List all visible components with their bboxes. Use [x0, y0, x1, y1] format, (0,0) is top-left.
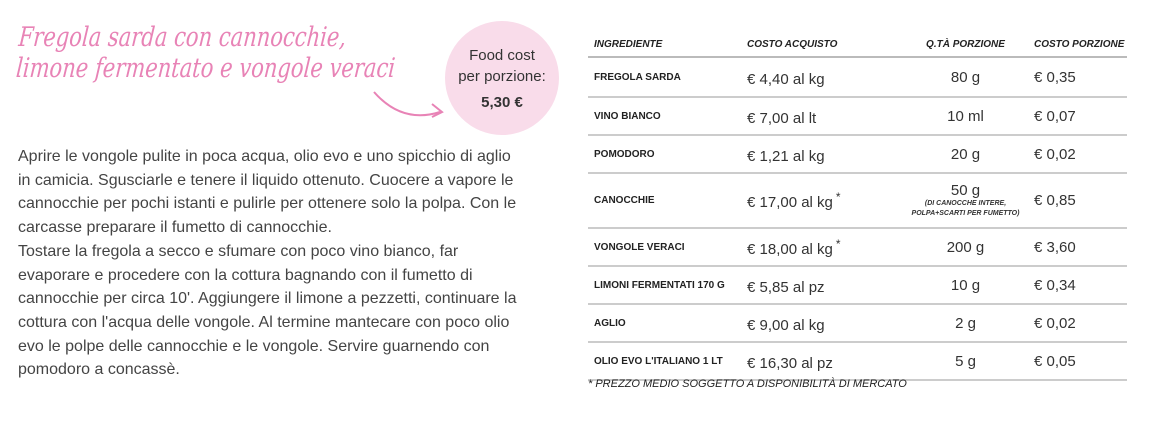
- footnote: * PREZZO MEDIO SOGGETTO A DISPONIBILITÀ DI MERCATO: [588, 378, 907, 390]
- recipe-title: [15, 22, 399, 84]
- purchase-cost-value: € 16,30 al pz: [747, 354, 833, 372]
- recipe-instructions: [18, 145, 518, 382]
- portion-qty-value: 50 g: [950, 182, 981, 199]
- portion-cost: € 3,60: [1028, 228, 1127, 266]
- portion-cost: € 0,07: [1028, 97, 1127, 135]
- purchase-cost: [741, 57, 897, 97]
- purchase-cost: [741, 173, 897, 228]
- portion-cost: € 0,05: [1028, 342, 1127, 380]
- purchase-cost-value: € 5,85 al pz: [747, 278, 825, 296]
- purchase-cost-value: € 18,00 al kg: [747, 240, 833, 258]
- portion-cost: € 0,34: [1028, 266, 1127, 304]
- title-line-2: limone fermentato e vongole veraci: [14, 53, 397, 84]
- ingredient-name: VONGOLE VERACI: [588, 228, 741, 266]
- table-row: [588, 173, 1127, 228]
- ingredient-name: LIMONI FERMENTATI 170 G: [588, 266, 741, 304]
- purchase-cost-value: € 4,40 al kg: [747, 70, 825, 88]
- portion-qty: [897, 135, 1028, 173]
- purchase-cost-value: € 17,00 al kg: [747, 194, 833, 211]
- table-row: [588, 342, 1127, 380]
- food-cost-label-2: per porzione:: [458, 68, 546, 85]
- portion-cost: € 0,02: [1028, 135, 1127, 173]
- ingredients-table: [588, 32, 1127, 381]
- title-line-1: Fregola sarda con cannocchie,: [17, 22, 348, 53]
- header-qta-porzione: Q.TÀ PORZIONE: [897, 32, 1028, 57]
- portion-cost: € 0,02: [1028, 304, 1127, 342]
- purchase-cost-value: € 1,21 al kg: [747, 147, 825, 165]
- portion-qty-value: 200 g: [946, 238, 985, 256]
- ingredient-name: POMODORO: [588, 135, 741, 173]
- purchase-cost: [741, 135, 897, 173]
- table-row: [588, 304, 1127, 342]
- purchase-cost: [741, 97, 897, 135]
- ingredient-name: CANOCCHIE: [588, 173, 741, 228]
- purchase-cost-value: € 7,00 al lt: [747, 109, 817, 127]
- ingredient-name: OLIO EVO L'ITALIANO 1 LT: [588, 342, 741, 380]
- food-cost-badge: [445, 21, 559, 135]
- portion-qty-value: 5 g: [955, 352, 976, 370]
- table-row: [588, 135, 1127, 173]
- header-ingrediente: INGREDIENTE: [588, 32, 741, 57]
- portion-qty-value: 80 g: [950, 68, 981, 86]
- portion-qty-value: 10 ml: [947, 107, 984, 125]
- arrow-icon: [372, 90, 447, 122]
- portion-qty-value: 20 g: [950, 145, 981, 163]
- purchase-cost: [741, 228, 897, 266]
- food-cost-value: 5,30 €: [481, 94, 523, 111]
- portion-qty-value: 10 g: [950, 276, 981, 294]
- portion-qty: [897, 228, 1028, 266]
- portion-qty: [897, 57, 1028, 97]
- portion-qty: [897, 304, 1028, 342]
- instruction-paragraph: Tostare la fregola a secco e sfumare con poco vino bianco, far evaporare e procedere con la cottura bagnando con il fumetto di cannocchie per circa 10'. Aggiungere il limone a pezzetti, continuare la cottura con l'acqua delle vongole. Al termine mantecare con poco olio evo le polpe delle cannocchie e le vongole. Servire guarnendo con pomodoro a concassè.: [18, 242, 517, 379]
- asterisk: *: [835, 190, 841, 204]
- ingredient-name: AGLIO: [588, 304, 741, 342]
- asterisk: *: [835, 236, 841, 251]
- table-row: [588, 97, 1127, 135]
- portion-cost: € 0,85: [1028, 173, 1127, 228]
- purchase-cost: [741, 304, 897, 342]
- purchase-cost: [741, 342, 897, 380]
- table-row: [588, 228, 1127, 266]
- food-cost-label: Food cost: [469, 47, 535, 64]
- portion-cost: € 0,35: [1028, 57, 1127, 97]
- purchase-cost-value: € 9,00 al kg: [747, 316, 825, 334]
- portion-qty: [897, 266, 1028, 304]
- portion-qty: [897, 173, 1028, 228]
- instruction-paragraph: Aprire le vongole pulite in poca acqua, olio evo e uno spicchio di aglio in camicia. Sgusciarle e tenere il liquido ottenuto. Cuocere a vapore le cannocchie per pochi istanti e pulirle per ottenere solo la polpa. Con le carcasse preparare il fumetto di cannocchie.: [18, 148, 517, 237]
- qty-note: (DI CANOCCHE INTERE, POLPA+SCARTI PER FUMETTO): [911, 200, 1020, 217]
- purchase-cost: [741, 266, 897, 304]
- table-row: [588, 266, 1127, 304]
- ingredient-name: FREGOLA SARDA: [588, 57, 741, 97]
- portion-qty: [897, 97, 1028, 135]
- header-costo-porzione: COSTO PORZIONE: [1028, 32, 1127, 57]
- portion-qty: [897, 342, 1028, 380]
- table-row: [588, 57, 1127, 97]
- header-costo-acquisto: COSTO ACQUISTO: [741, 32, 897, 57]
- ingredient-name: VINO BIANCO: [588, 97, 741, 135]
- portion-qty-value: 2 g: [955, 314, 976, 332]
